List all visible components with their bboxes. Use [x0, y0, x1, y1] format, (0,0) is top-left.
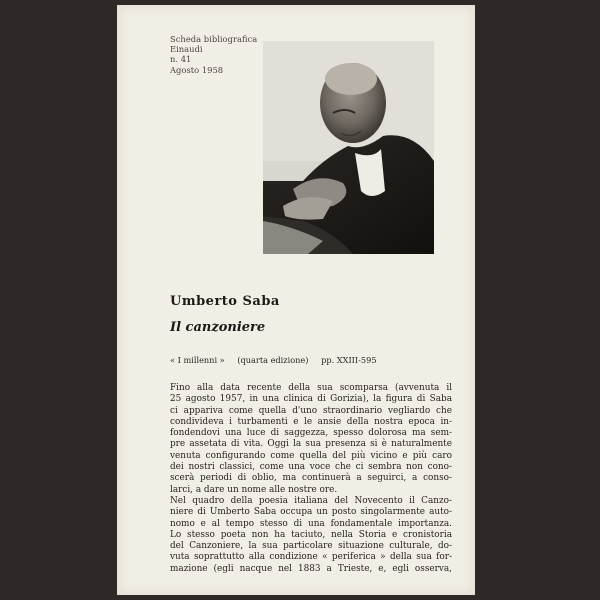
text-line: condivideva i turbamenti e le ansie della nostra epoca in-: [170, 416, 452, 427]
author-portrait-photo: [263, 41, 434, 254]
text-line: larci, a dare un nome alle nostre ore.: [170, 484, 338, 495]
edition-label: (quarta edizione): [237, 355, 309, 365]
header-line: Einaudi: [170, 44, 203, 55]
text-line: mazione (egli nacque nel 1883 a Trieste, e, egli osserva,: [170, 563, 452, 574]
series-name: « I millenni »: [170, 355, 225, 365]
text-line: scerà periodi di oblio, ma continuerà a seguirci, a conso-: [170, 473, 452, 484]
text-line: vuta soprattutto alla condizione « periferica » della sua for-: [170, 552, 452, 563]
author-name: Umberto Saba: [170, 294, 280, 309]
text-line: Lo stesso poeta non ha taciuto, nella Storia e cronistoria: [170, 529, 452, 540]
header-line: Agosto 1958: [170, 64, 224, 75]
text-line: ci appariva come quella d'uno straordinario vegliardo che: [170, 405, 452, 416]
description-text: [170, 383, 452, 575]
book-title: Il canzoniere: [170, 320, 266, 335]
text-line: nomo e al tempo stesso di una fondamentale importanza.: [170, 518, 452, 529]
text-line: Fino alla data recente della sua scomparsa (avvenuta il: [170, 383, 452, 393]
header-line: n. 41: [170, 54, 192, 65]
page-count: pp. XXIII-595: [321, 355, 377, 365]
text-line: venuta configurando come quella del più vicino e più caro: [170, 450, 452, 461]
text-line: fondendovi una luce di saggezza, spesso dolorosa ma sem-: [170, 428, 452, 439]
catalog-card: [117, 5, 475, 595]
text-line: pre assetata di vita. Oggi la sua presenza si è naturalmente: [170, 439, 452, 450]
text-line: Nel quadro della poesia italiana del Novecento il Canzo-: [170, 495, 452, 506]
text-line: 25 agosto 1957, in una clinica di Gorizia), la figura di Saba: [170, 394, 452, 405]
text-line: niere di Umberto Saba occupa un posto singolarmente auto-: [170, 507, 452, 518]
bibliographic-header: [170, 34, 257, 75]
header-line: Scheda bibliografica: [170, 34, 258, 44]
text-line: dei nostri classici, come una voce che ci sembra non cono-: [170, 462, 452, 473]
publication-info: [170, 355, 387, 365]
text-line: del Canzoniere, la sua particolare situazione culturale, do-: [170, 541, 452, 552]
